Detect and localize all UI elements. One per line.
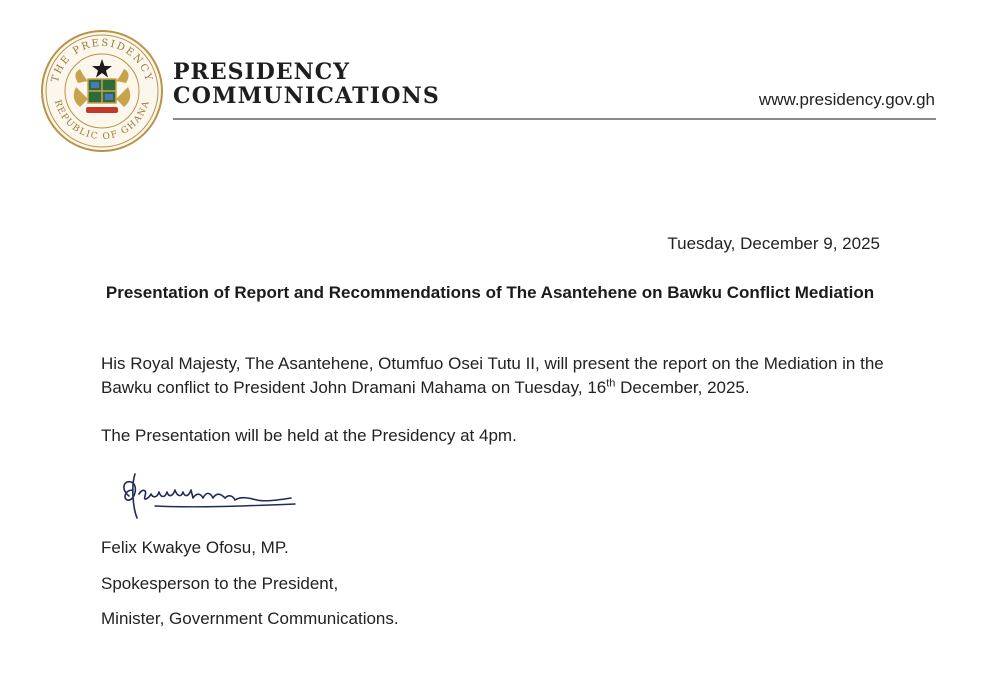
body-paragraph-1: [101, 352, 901, 400]
ghana-coat-of-arms-icon: [40, 29, 164, 153]
body-paragraph-1-end: December, 2025.: [615, 378, 750, 397]
body-paragraph-1-text: His Royal Majesty, The Asantehene, Otumfuo Osei Tutu II, will present the report on the Mediation in the Bawku conflict to President John Dramani Mahama on Tuesday, 16: [101, 354, 884, 397]
release-title: Presentation of Report and Recommendations of The Asantehene on Bawku Conflict Mediation: [105, 283, 875, 302]
handwritten-signature: [115, 468, 315, 524]
seal-bottom-text: REPUBLIC OF GHANA: [51, 98, 153, 143]
brand-line-presidency: PRESIDENCY: [173, 59, 350, 85]
brand-line-communications: COMMUNICATIONS: [173, 83, 440, 109]
signatory-name: Felix Kwakye Ofosu, MP.: [101, 538, 289, 557]
header-divider: [173, 118, 936, 120]
presidency-seal: [40, 29, 164, 153]
brand-wordmark: [173, 60, 440, 108]
seal-top-text: THE PRESIDENCY: [49, 37, 155, 84]
body-paragraph-2: The Presentation will be held at the Presidency at 4pm.: [101, 426, 517, 445]
signatory-ministry: Minister, Government Communications.: [101, 609, 399, 628]
release-date: Tuesday, December 9, 2025: [667, 234, 880, 253]
signatory-role: Spokesperson to the President,: [101, 574, 339, 593]
website-url[interactable]: www.presidency.gov.gh: [758, 90, 935, 109]
ordinal-suffix: th: [606, 377, 616, 390]
